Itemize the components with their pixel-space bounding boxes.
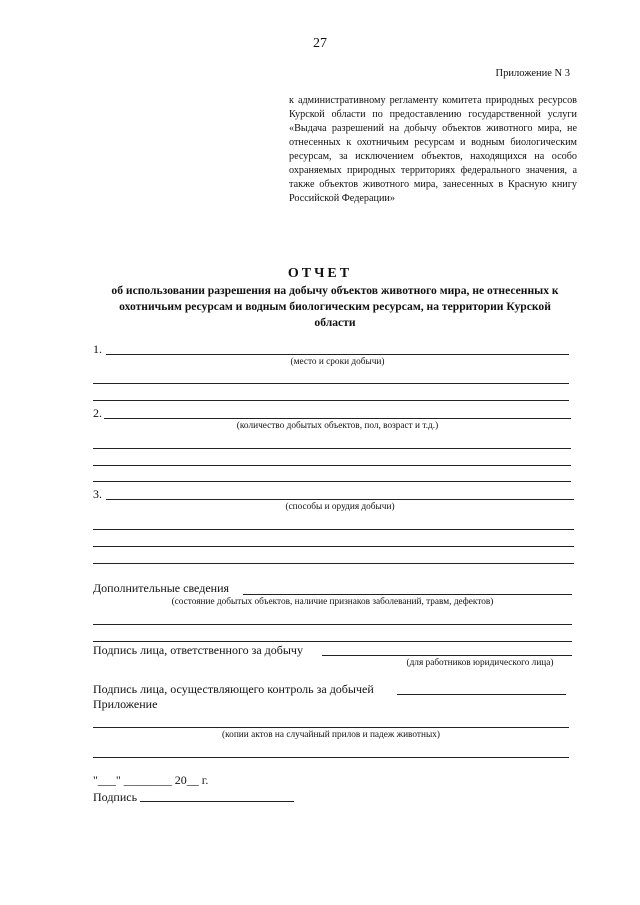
attachment-caption: (копии актов на случайный прилов и падеж животных) [222,730,440,740]
attachment-line-2[interactable] [93,757,569,758]
appendix-text: к административному регламенту комитета природных ресурсов Курской области по предоставлению государственной услуги «Выдача разрешений на добычу объектов животного мира, не отнесенных к охотничьим ресурсам и водным биологическим ресурсам, за исключением объектов, находящихся на особо охраняемых природных территориях федерального значения, а также объектов животного мира, занесенных в Красную книгу Российской Федерации» [289,95,577,204]
field-3-line-2[interactable] [93,529,574,530]
field-2-line-4[interactable] [93,481,571,482]
sign-responsible-caption: (для работников юридического лица) [406,658,554,668]
field-1-line-3[interactable] [93,400,569,401]
report-subtitle: об использовании разрешения на добычу объектов животного мира, не отнесенных к охотничьим ресурсам и водным биологическим ресурсам, на территории Курской области [111,284,559,329]
field-2-line-2[interactable] [93,448,571,449]
page-number: 27 [313,36,327,51]
field-1-line-2[interactable] [93,383,569,384]
field-3-line-3[interactable] [93,546,574,547]
signature-line[interactable] [140,801,294,802]
extra-line[interactable] [243,594,572,595]
sign-control-label: Подпись лица, осуществляющего контроль за добычей [93,682,374,696]
extra-line-3[interactable] [93,641,572,642]
sign-control-line[interactable] [397,694,566,695]
field-3-caption: (способы и орудия добычи) [285,502,395,512]
extra-caption: (состояние добытых объектов, наличие признаков заболеваний, травм, дефектов) [171,597,494,607]
field-1-caption: (место и сроки добычи) [290,357,385,367]
field-1-number: 1. [93,342,102,356]
sign-responsible-line[interactable] [322,655,572,656]
field-2-number: 2. [93,406,102,420]
field-3-line[interactable] [106,499,574,500]
extra-label: Дополнительные сведения [93,581,230,595]
report-title: ОТЧЕТ [287,266,353,281]
date-field[interactable]: "___" ________ 20__ г. [93,773,209,787]
appendix-title: Приложение N 3 [495,68,570,79]
extra-line-2[interactable] [93,624,572,625]
field-2-line-3[interactable] [93,465,571,466]
field-3-line-4[interactable] [93,563,574,564]
field-3-number: 3. [93,487,102,501]
field-2-caption: (количество добытых объектов, пол, возраст и т.д.) [236,421,439,431]
signature-label: Подпись [93,790,138,804]
attachment-label: Приложение [93,697,158,711]
field-2-line[interactable] [104,418,571,419]
attachment-line[interactable] [93,727,569,728]
field-1-line[interactable] [106,354,569,355]
sign-responsible-label: Подпись лица, ответственного за добычу [93,643,303,657]
